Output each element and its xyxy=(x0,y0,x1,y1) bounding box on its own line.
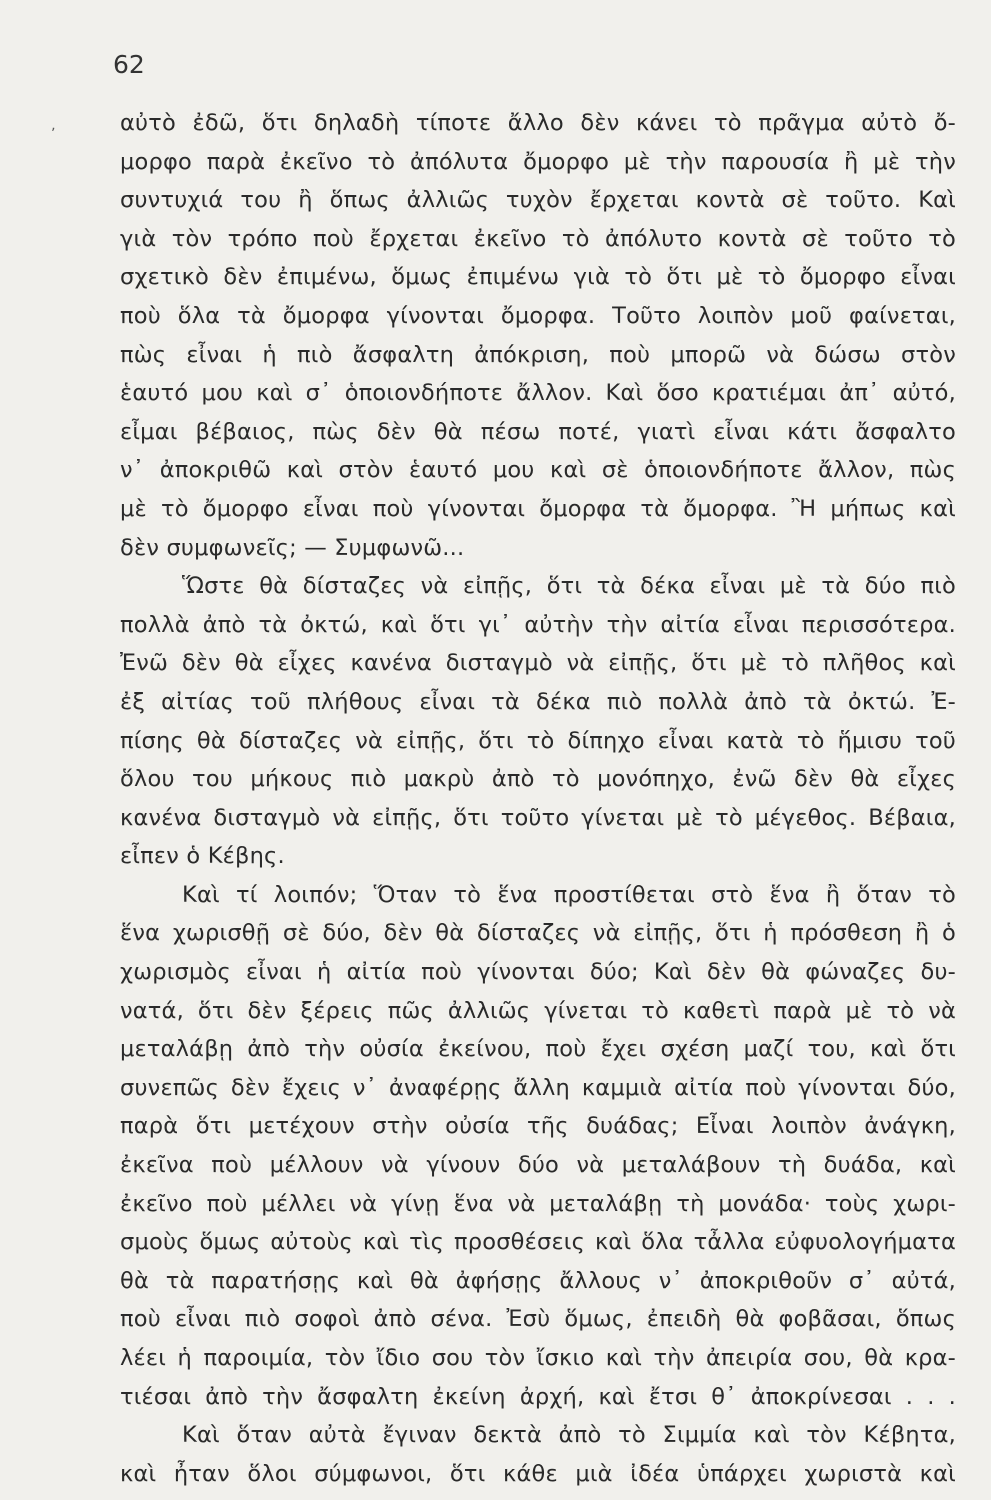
text-line: συντυχιά του ἢ ὅπως ἀλλιῶς τυχὸν ἔρχεται κοντὰ σὲ τοῦτο. Καὶ xyxy=(120,187,956,214)
text-line: πίσης θὰ δίσταζες νὰ εἰπῇς, ὅτι τὸ δίπηχο εἶναι κατὰ τὸ ἥμισυ τοῦ xyxy=(120,727,956,754)
text-line: χωρισμὸς εἶναι ἡ αἰτία ποὺ γίνονται δύο; Καὶ δὲν θὰ φώναζες δυ- xyxy=(120,959,956,986)
text-line: εἶπεν ὁ Κέβης. xyxy=(120,843,285,870)
text-line: καὶ ἦταν ὅλοι σύμφωνοι, ὅτι κάθε μιὰ ἰδέα ὑπάρχει χωριστὰ καὶ xyxy=(120,1460,956,1487)
text-line: σμοὺς ὅμως αὐτοὺς καὶ τὶς προσθέσεις καὶ ὅλα τἆλλα εὐφυολογήματα xyxy=(120,1229,956,1256)
text-line: Ὥστε θὰ δίσταζες νὰ εἰπῇς, ὅτι τὰ δέκα εἶναι μὲ τὰ δύο πιὸ xyxy=(182,573,956,600)
text-line: τιέσαι ἀπὸ τὴν ἄσφαλτη ἐκείνη ἀρχή, καὶ ἔτσι θ᾽ ἀποκρίνεσαι . . . xyxy=(120,1383,956,1410)
text-line: λέει ἡ παροιμία, τὸν ἴδιο σου τὸν ἴσκιο καὶ τὴν ἀπειρία σου, θὰ κρα- xyxy=(120,1345,956,1371)
text-line: συνεπῶς δὲν ἔχεις ν᾽ ἀναφέρῃς ἄλλη καμμιὰ αἰτία ποὺ γίνονται δύο, xyxy=(120,1074,956,1101)
text-line: παρὰ ὅτι μετέχουν στὴν οὐσία τῆς δυάδας; Εἶναι λοιπὸν ἀνάγκη, xyxy=(120,1113,956,1140)
text-line: νατά, ὅτι δὲν ξέρεις πῶς ἀλλιῶς γίνεται τὸ καθετὶ παρὰ μὲ τὸ νὰ xyxy=(120,997,956,1024)
text-line: μορφο παρὰ ἐκεῖνο τὸ ἀπόλυτα ὄμορφο μὲ τὴν παρουσία ἢ μὲ τὴν xyxy=(120,148,956,175)
text-line: πολλὰ ἀπὸ τὰ ὀκτώ, καὶ ὅτι γι᾽ αὐτὴν τὴν αἰτία εἶναι περισσότερα. xyxy=(120,611,956,638)
text-line: θὰ τὰ παρατήσῃς καὶ θὰ ἀφήσῃς ἄλλους ν᾽ ἀποκριθοῦν σ᾽ αὐτά, xyxy=(120,1267,956,1294)
text-line: σχετικὸ δὲν ἐπιμένω, ὅμως ἐπιμένω γιὰ τὸ ὅτι μὲ τὸ ὄμορφο εἶναι xyxy=(120,264,956,291)
text-line: ν᾽ ἀποκριθῶ καὶ στὸν ἑαυτό μου καὶ σὲ ὁποιονδήποτε ἄλλον, πὼς xyxy=(120,457,956,484)
text-line: Καὶ τί λοιπόν; Ὅταν τὸ ἕνα προστίθεται στὸ ἕνα ἢ ὅταν τὸ xyxy=(182,881,956,908)
text-line: κανένα δισταγμὸ νὰ εἰπῇς, ὅτι τοῦτο γίνεται μὲ τὸ μέγεθος. Βέβαια, xyxy=(120,804,956,831)
text-line: ποὺ εἶναι πιὸ σοφοὶ ἀπὸ σένα. Ἐσὺ ὅμως, ἐπειδὴ θὰ φοβᾶσαι, ὅπως xyxy=(120,1306,956,1333)
text-line: δὲν συμφωνεῖς; — Συμφωνῶ... xyxy=(120,534,465,561)
page-number: 62 xyxy=(113,50,145,79)
text-line: ἐξ αἰτίας τοῦ πλήθους εἶναι τὰ δέκα πιὸ πολλὰ ἀπὸ τὰ ὀκτώ. Ἐ- xyxy=(120,688,956,715)
text-line: γιὰ τὸν τρόπο ποὺ ἔρχεται ἐκεῖνο τὸ ἀπόλυτο κοντὰ σὲ τοῦτο τὸ xyxy=(120,225,956,252)
text-line: Καὶ ὅταν αὐτὰ ἔγιναν δεκτὰ ἀπὸ τὸ Σιμμία καὶ τὸν Κέβητα, xyxy=(182,1422,956,1449)
text-line: αὐτὸ ἐδῶ, ὅτι δηλαδὴ τίποτε ἄλλο δὲν κάνει τὸ πρᾶγμα αὐτὸ ὄ- xyxy=(120,110,956,136)
text-line: μεταλάβῃ ἀπὸ τὴν οὐσία ἐκείνου, ποὺ ἔχει σχέση μαζί του, καὶ ὅτι xyxy=(120,1036,956,1063)
text-line: ἐκεῖνο ποὺ μέλλει νὰ γίνῃ ἕνα νὰ μεταλάβῃ τὴ μονάδα· τοὺς χωρι- xyxy=(120,1190,956,1217)
text-line: Ἐνῶ δὲν θὰ εἶχες κανένα δισταγμὸ νὰ εἰπῇς, ὅτι μὲ τὸ πλῆθος καὶ xyxy=(120,650,956,677)
text-line: ὅλου του μήκους πιὸ μακρὺ ἀπὸ τὸ μονόπηχο, ἐνῶ δὲν θὰ εἶχες xyxy=(120,766,956,793)
text-line: ἑαυτό μου καὶ σ᾽ ὁποιονδήποτε ἄλλον. Καὶ ὅσο κρατιέμαι ἀπ᾽ αὐτό, xyxy=(120,380,956,407)
text-line: ποὺ ὅλα τὰ ὄμορφα γίνονται ὄμορφα. Τοῦτο λοιπὸν μοῦ φαίνεται, xyxy=(120,302,956,329)
text-line: πὼς εἶναι ἡ πιὸ ἄσφαλτη ἀπόκριση, ποὺ μπορῶ νὰ δώσω στὸν xyxy=(120,341,956,368)
text-line: μὲ τὸ ὄμορφο εἶναι ποὺ γίνονται ὄμορφα τὰ ὄμορφα. Ἢ μήπως καὶ xyxy=(120,495,956,522)
text-line: ἐκεῖνα ποὺ μέλλουν νὰ γίνουν δύο νὰ μεταλάβουν τὴ δυάδα, καὶ xyxy=(120,1152,956,1179)
text-line: εἶμαι βέβαιος, πὼς δὲν θὰ πέσω ποτέ, γιατὶ εἶναι κάτι ἄσφαλτο xyxy=(120,418,956,445)
text-line: ἕνα χωρισθῇ σὲ δύο, δὲν θὰ δίσταζες νὰ εἰπῇς, ὅτι ἡ πρόσθεση ἢ ὁ xyxy=(120,920,956,947)
body-text xyxy=(120,104,956,1493)
margin-mark: ʼ xyxy=(51,126,56,142)
